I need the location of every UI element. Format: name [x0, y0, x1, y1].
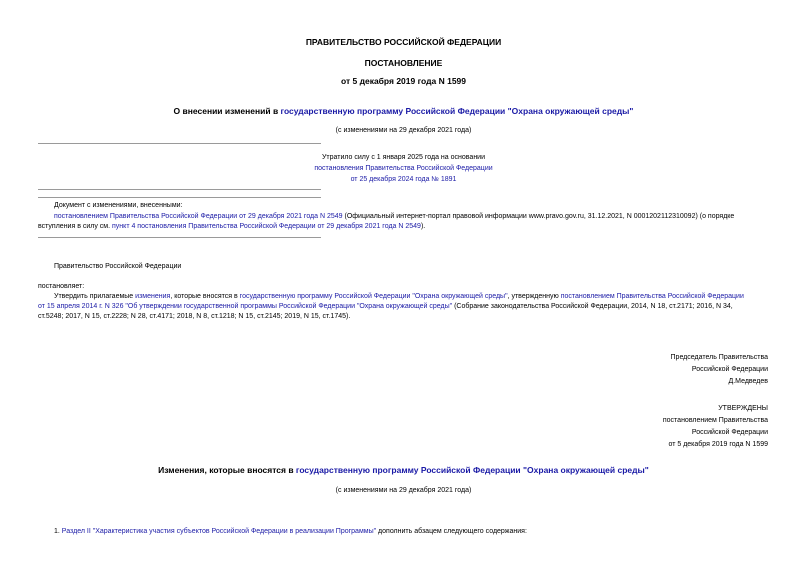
- document-date-number: от 5 декабря 2019 года N 1599: [340, 76, 467, 86]
- paragraph-text: Утвердить прилагаемые: [54, 293, 136, 300]
- divider: [38, 143, 321, 144]
- expired-note-link-line1: [0, 164, 807, 174]
- divider: [38, 197, 321, 198]
- item-number: 1.: [54, 528, 62, 535]
- signature-position: Председатель Правительства: [670, 354, 768, 361]
- paragraph-text: , утвержденную: [507, 293, 561, 300]
- approved-resolution: постановлением Правительства: [662, 417, 768, 424]
- approved-date: от 5 декабря 2019 года N 1599: [668, 441, 768, 448]
- program-link[interactable]: государственную программу Российской Федерации "Охрана окружающей среды": [280, 106, 634, 116]
- signature-block: [671, 352, 768, 388]
- item-1: [54, 527, 527, 537]
- item-text: дополнить абзацем следующего содержания:: [376, 528, 527, 535]
- program-link[interactable]: государственную программу Российской Федерации "Охрана окружающей среды": [295, 465, 649, 475]
- effect-clause-link[interactable]: пункт 4 постановления Правительства Российской Федерации от 29 декабря 2021 года N 2549: [112, 223, 421, 230]
- paragraph-text: (Собрание законодательства Российской Федерации, 2014, N 18, ст.2171; 2016, N 34,: [452, 303, 733, 310]
- changes-source-text: (Официальный интернет-портал правовой информации www.pravo.gov.ru, 31.12.2021, N 0001202112310092) (о порядке: [342, 213, 735, 220]
- approving-resolution-date-link[interactable]: от 15 апреля 2014 г. N 326 "Об утверждении государственной программы Российской Федерации "Охрана окружающей среды": [38, 303, 453, 310]
- approving-resolution-link[interactable]: постановлением Правительства Российской Федерации: [560, 293, 744, 300]
- document-title-prefix: О внесении изменений в: [173, 106, 281, 116]
- signature-country: Российской Федерации: [691, 366, 768, 373]
- changes-line1: [54, 212, 734, 222]
- program-link[interactable]: государственную программу Российской Федерации "Охрана окружающей среды": [239, 293, 508, 300]
- changes-title-prefix: Изменения, которые вносятся в: [158, 465, 296, 475]
- signature-name: Д.Медведев: [728, 378, 768, 385]
- changes-heading: Документ с изменениями, внесенными:: [54, 202, 183, 209]
- paragraph-1-line3: ст.5248; 2017, N 15, ст.2228; N 28, ст.4171; 2018, N 8, ст.1218; N 15, ст.2145; 2019, N 15, ст.1745).: [38, 313, 351, 320]
- approved-country: Российской Федерации: [691, 429, 768, 436]
- revision-note: (с изменениями на 29 декабря 2021 года): [335, 127, 472, 134]
- changes-revision-note: (с изменениями на 29 декабря 2021 года): [335, 487, 472, 494]
- approved-block: [663, 403, 768, 451]
- expired-note-link-line2: [0, 175, 807, 185]
- divider: [38, 189, 321, 190]
- changes-line2: [38, 222, 425, 232]
- government-label: Правительство Российской Федерации: [54, 263, 182, 270]
- section-ii-link[interactable]: Раздел II "Характеристика участия субъектов Российской Федерации в реализации Программы": [61, 528, 377, 535]
- paragraph-1-line1: [54, 292, 744, 302]
- document-title: [0, 106, 807, 116]
- expiry-resolution-date-link[interactable]: от 25 декабря 2024 года № 1891: [350, 176, 457, 183]
- changes-title: [0, 465, 807, 475]
- divider: [38, 237, 321, 238]
- changes-link[interactable]: изменения: [135, 293, 171, 300]
- approved-label: УТВЕРЖДЕНЫ: [718, 405, 768, 412]
- changes-effect-text: вступления в силу см.: [38, 223, 113, 230]
- issuer-heading: ПРАВИТЕЛЬСТВО РОССИЙСКОЙ ФЕДЕРАЦИИ: [305, 37, 502, 47]
- resolves-label: постановляет:: [38, 283, 85, 290]
- paragraph-text: , которые вносятся в: [170, 293, 240, 300]
- paragraph-1-line2: [38, 302, 733, 312]
- expiry-resolution-link[interactable]: постановления Правительства Российской Федерации: [314, 165, 493, 172]
- expired-note-text: Утратило силу с 1 января 2025 года на основании: [321, 154, 486, 161]
- amendment-resolution-link[interactable]: постановлением Правительства Российской Федерации от 29 декабря 2021 года N 2549: [54, 213, 343, 220]
- document-type: ПОСТАНОВЛЕНИЕ: [364, 58, 443, 68]
- changes-end-text: ).: [420, 223, 426, 230]
